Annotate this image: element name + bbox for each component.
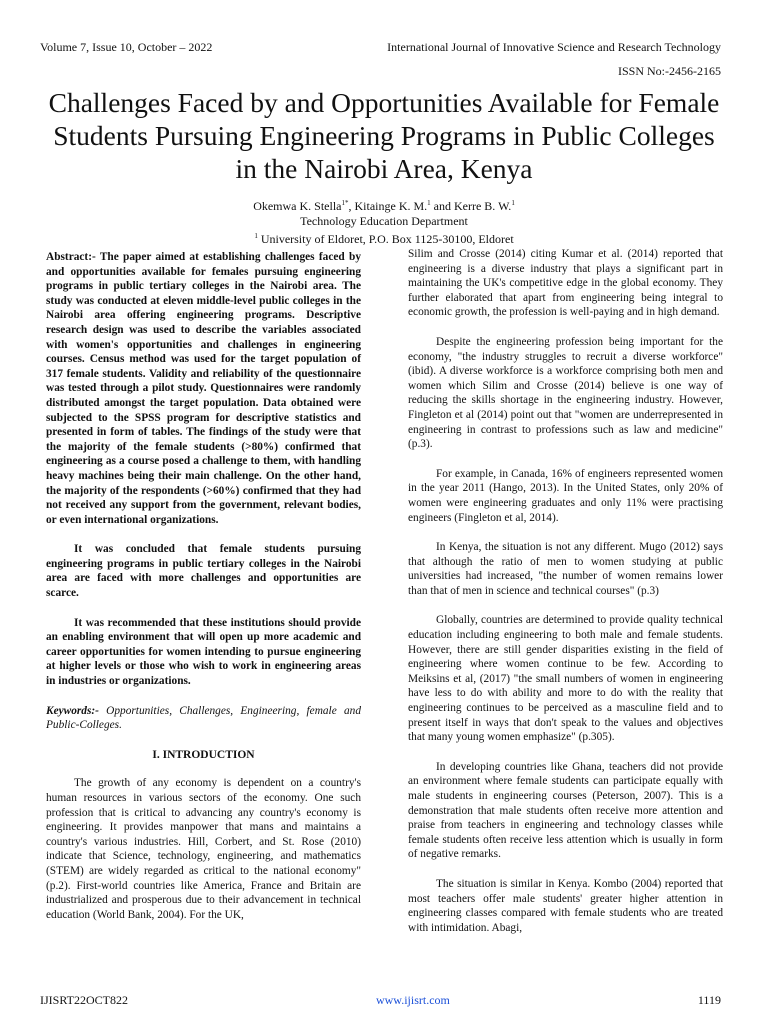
volume-issue: Volume 7, Issue 10, October – 2022 [40, 40, 213, 54]
running-footer [40, 993, 721, 1008]
journal-url-link[interactable]: www.ijisrt.com [375, 993, 450, 1007]
running-header [40, 40, 721, 55]
abstract: Abstract:- The paper aimed at establishing challenges faced by and opportunities available for females pursuing engineering programs in public tertiary colleges in the Nairobi area. The study was conducted at eleven middle-level public colleges in the Nairobi area offering engineering programs. Descriptive research design was used to describe the variables associated with women's opportunities and challenges in engineering courses. Census method was used for the target population of 317 female students. Validity and reliability of the questionnaire was tested through a pilot study. Questionnaires were randomly distributed amongst the target population. Data obtained were subjected to the SPSS program for descriptive statistics and presented in form of tables. The findings of the study were that the majority of the female students (>80%) confirmed that engineering as a course posed a challenge to them, with handling heavy machines being their main challenge. On the other hand, the majority of the respondents (>60%) confirmed that they had not received any support from the government, relevant bodies, or even international organizations. [46, 251, 361, 526]
affiliation: University of Eldoret, P.O. Box 1125-30100, Eldoret [257, 232, 514, 246]
author-line [40, 196, 728, 214]
paragraph-4: In Kenya, the situation is not any different. Mugo (2012) says that although the ratio of men to women studying at public universities had increased, "the number of women remains lower than that of men in science and technical courses" (p.3) [408, 541, 723, 597]
keywords-list: Opportunities, Challenges, Engineering, female and Public-Colleges. [46, 704, 361, 732]
journal-name: International Journal of Innovative Science and Research Technology [387, 40, 721, 54]
paragraph-6: In developing countries like Ghana, teachers did not provide an environment where female students can participate equally with male students in engineering courses (Peterson, 2007). This is a demonstration that male students often receive more attention and praise from teachers in engineering and technology classes while female students often receive less attention which is usually in form of negative remarks. [408, 760, 723, 861]
intro-paragraph: The growth of any economy is dependent on a country's human resources in various sectors of the economy. One such profession that is critical to advancing any country's economy is engineering. It provides manpower that mans and maintains a country's various industries. Hill, Corbert, and St. Rose (2010) indicate that Science, technology, engineering, and mathematics (STEM) are widely regarded as critical to the national economy" (p.2). First-world countries like America, France and Britain are industrialized and prosperous due to their advancement in technical education (World Bank, 2004). For the UK, [46, 777, 361, 921]
right-column [408, 247, 723, 950]
paper-title: Challenges Faced by and Opportunities Available for Female Students Pursuing Engineering Programs in Public Colleges in the Nairobi Area, Kenya [48, 87, 720, 184]
affiliation-line [40, 229, 728, 247]
left-column [46, 250, 361, 937]
author-2-sup: 1 [427, 199, 431, 207]
paragraph-2: Despite the engineering profession being important for the economy, "the industry struggles to recruit a diverse workforce" (ibid). A diverse workforce is a workforce comprising both men and women which Silim and Crosse (2014) believe is one way of reducing the skills shortage in the engineering industry. However, Fingleton et al (2014) point out that "women are underrepresented in engineering in contrast to professions such as law and medicine" (p.3). [408, 335, 723, 451]
paragraph-5: Globally, countries are determined to provide quality technical education including engineering to both male and female students. However, there are still gender disparities existing in the field of engineering where women continue to be few. According to Meiksins et al, (2017) "the small numbers of women in engineering have less to do with ability and more to do with the reality that engineering continues to be perceived as a masculine field and to present itself in ways that don't speak to the values and objectives that many young women emphasize" (p.305). [408, 614, 723, 744]
keywords-label: Keywords:- [46, 704, 99, 717]
author-2: , Kitainge K. M. [348, 199, 428, 213]
abstract-recommendation: It was recommended that these institutions should provide an enabling environment that will open up more academic and career opportunities for women intending to pursue engineering at higher levels or those who wish to work in engineering areas in industries or organizations. [46, 616, 361, 688]
author-1-sup: 1* [341, 199, 349, 207]
author-1: Okemwa K. Stella [253, 199, 342, 213]
keywords [46, 704, 361, 733]
department: Technology Education Department [300, 214, 468, 228]
article-id: IJISRT22OCT822 [40, 993, 128, 1007]
paragraph-1: Silim and Crosse (2014) citing Kumar et al. (2014) reported that engineering is a diverse industry that plays a significant part in maintaining the UK's competitive edge in the global economy. They further elaborated that apart from engineering being integral to economic growth, the profession is well-paying and in high demand. [408, 248, 723, 319]
section-heading-introduction: I. INTRODUCTION [152, 748, 255, 761]
paragraph-7: The situation is similar in Kenya. Kombo (2004) reported that most teachers offer male students' greater higher attention in engineering classes compared with female students who are treated with intimidation. Abagi, [408, 877, 723, 934]
abstract-conclusion: It was concluded that female students pursuing engineering programs in public tertiary colleges in the Nairobi area are faced with more challenges and opportunities are scarce. [46, 543, 361, 600]
paragraph-3: For example, in Canada, 16% of engineers represented women in the year 2011 (Hango, 2013). In the United States, only 20% of women were engineering graduates and only 11% were practising engineers (Fingleton et al, 2014). [408, 467, 723, 524]
page-number: 1119 [697, 993, 721, 1007]
author-3: and Kerre B. W. [430, 199, 512, 213]
issn: ISSN No:-2456-2165 [617, 64, 721, 78]
author-3-sup: 1 [511, 199, 515, 207]
author-block [40, 196, 728, 247]
affiliation-sup: 1 [254, 232, 258, 240]
